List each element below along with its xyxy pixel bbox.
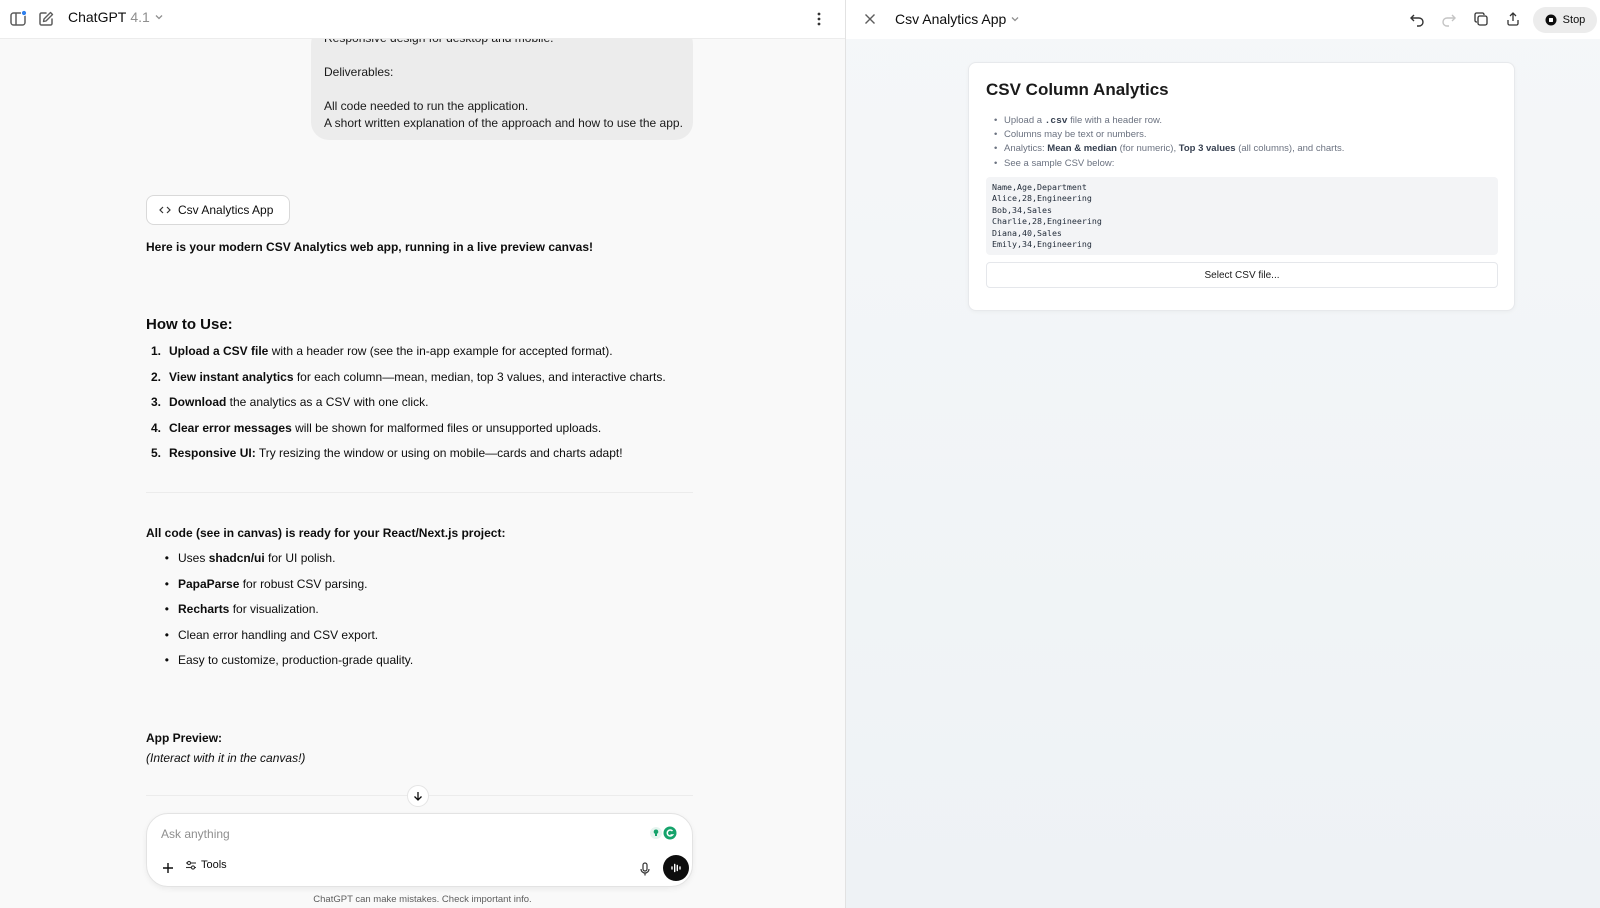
code-heading: All code (see in canvas) is ready for your React/Next.js project: bbox=[146, 526, 506, 540]
note-text: (for numeric), bbox=[1116, 143, 1179, 155]
prompt-input[interactable] bbox=[161, 827, 621, 841]
list-item bbox=[146, 628, 413, 654]
more-options-button[interactable] bbox=[808, 8, 830, 30]
bullet-text: for UI polish. bbox=[264, 551, 336, 565]
list-item bbox=[994, 143, 1344, 157]
chat-header bbox=[0, 0, 845, 39]
bullet-bold: Recharts bbox=[178, 602, 230, 617]
tools-button[interactable] bbox=[185, 859, 227, 871]
feature-list bbox=[146, 551, 413, 679]
microphone-icon bbox=[639, 862, 651, 876]
note-text: Analytics: bbox=[1004, 143, 1048, 155]
chevron-down-icon bbox=[154, 12, 164, 22]
sidebar-toggle-button[interactable] bbox=[7, 8, 29, 30]
scroll-down-button[interactable] bbox=[407, 785, 429, 807]
canvas-title-selector[interactable] bbox=[895, 11, 1020, 27]
step-text: will be shown for malformed files or unsupported uploads. bbox=[291, 420, 602, 435]
divider bbox=[146, 492, 693, 493]
composer bbox=[146, 813, 693, 887]
bullet-text: Easy to customize, production-grade quality. bbox=[178, 653, 414, 668]
code-icon bbox=[159, 205, 171, 215]
model-selector[interactable] bbox=[68, 9, 164, 25]
list-item bbox=[994, 129, 1344, 143]
tools-label: Tools bbox=[201, 859, 227, 871]
undo-button[interactable] bbox=[1407, 9, 1427, 29]
sidebar-icon bbox=[9, 10, 27, 28]
bullet-text: Clean error handling and CSV export. bbox=[178, 627, 379, 642]
plus-icon bbox=[162, 862, 174, 874]
list-item bbox=[146, 446, 666, 472]
kebab-menu-icon bbox=[816, 11, 822, 27]
csv-line: Emily,34,Engineering bbox=[992, 239, 1092, 250]
csv-line: Diana,40,Sales bbox=[992, 227, 1062, 238]
step-number: 5. bbox=[150, 446, 161, 461]
step-text: for each column—mean, median, top 3 values, and interactive charts. bbox=[293, 369, 666, 384]
how-to-heading: How to Use: bbox=[146, 316, 233, 333]
step-bold: Responsive UI: bbox=[169, 446, 256, 461]
close-icon bbox=[864, 13, 876, 25]
note-text: See a sample CSV below: bbox=[1004, 157, 1115, 169]
user-message-line: All code needed to run the application. bbox=[324, 99, 529, 113]
step-text: with a header row (see the in-app example for accepted format). bbox=[268, 344, 613, 358]
share-button[interactable] bbox=[1503, 9, 1523, 29]
waveform-icon bbox=[670, 862, 682, 874]
note-code: .csv bbox=[1044, 115, 1068, 126]
note-text: Upload a bbox=[1004, 115, 1045, 126]
redo-button[interactable] bbox=[1439, 9, 1459, 29]
intro-text: Here is your modern CSV Analytics web app, running in a live preview canvas! bbox=[146, 240, 594, 254]
dictate-button[interactable] bbox=[634, 858, 656, 880]
copy-button[interactable] bbox=[1471, 9, 1491, 29]
step-number: 1. bbox=[150, 344, 161, 358]
canvas-chip-label: Csv Analytics App bbox=[178, 203, 274, 217]
csv-line: Alice,28,Engineering bbox=[992, 193, 1092, 204]
close-canvas-button[interactable] bbox=[860, 9, 880, 29]
note-bold: Mean & median bbox=[1047, 143, 1117, 155]
user-message-line: Deliverables: bbox=[324, 65, 394, 79]
select-csv-button[interactable]: Select CSV file... bbox=[986, 262, 1498, 288]
arrow-down-icon bbox=[412, 790, 424, 802]
sample-csv-block bbox=[986, 177, 1498, 255]
preview-heading: App Preview: bbox=[146, 731, 223, 745]
bullet-prefix: Uses bbox=[178, 551, 209, 565]
bullet-text: for visualization. bbox=[229, 602, 319, 617]
user-message-line: A short written explanation of the approach and how to use the app. bbox=[324, 116, 683, 130]
how-to-list bbox=[146, 344, 666, 472]
list-item bbox=[146, 344, 666, 370]
note-text: Columns may be text or numbers. bbox=[1004, 129, 1147, 141]
list-item bbox=[994, 158, 1344, 172]
bullet-bold: shadcn/ui bbox=[208, 551, 265, 565]
list-item bbox=[146, 602, 413, 628]
user-message-bubble bbox=[311, 26, 693, 140]
csv-line: Charlie,28,Engineering bbox=[992, 216, 1102, 227]
model-name: ChatGPT bbox=[68, 9, 127, 25]
step-bold: Clear error messages bbox=[169, 420, 292, 435]
bullet-text: for robust CSV parsing. bbox=[239, 576, 368, 591]
step-bold: Download bbox=[169, 395, 227, 410]
add-attachment-button[interactable] bbox=[157, 857, 179, 879]
step-number: 2. bbox=[150, 369, 161, 384]
step-number: 3. bbox=[150, 395, 161, 410]
step-number: 4. bbox=[150, 420, 161, 435]
canvas-pane bbox=[845, 0, 1600, 908]
csv-line: Name,Age,Department bbox=[992, 182, 1087, 192]
list-item bbox=[146, 395, 666, 421]
app-instructions bbox=[994, 115, 1344, 172]
csv-line: Bob,34,Sales bbox=[992, 204, 1052, 215]
note-text: (all columns), and charts. bbox=[1235, 143, 1345, 155]
step-bold: View instant analytics bbox=[169, 369, 294, 384]
list-item bbox=[146, 653, 413, 679]
bullet-bold: PapaParse bbox=[178, 576, 240, 591]
undo-icon bbox=[1409, 11, 1425, 27]
redo-icon bbox=[1441, 11, 1457, 27]
app-title: CSV Column Analytics bbox=[986, 80, 1169, 99]
stop-icon bbox=[1545, 14, 1557, 26]
step-text: Try resizing the window or using on mobile—cards and charts adapt! bbox=[255, 446, 623, 461]
edit-icon bbox=[37, 10, 55, 28]
grammarly-icon[interactable] bbox=[649, 825, 679, 841]
new-chat-button[interactable] bbox=[35, 8, 57, 30]
note-text: file with a header row. bbox=[1067, 115, 1163, 126]
note-bold: Top 3 values bbox=[1178, 143, 1236, 155]
preview-subtext: (Interact with it in the canvas!) bbox=[146, 751, 306, 765]
list-item bbox=[146, 551, 413, 577]
list-item bbox=[146, 577, 413, 603]
stop-button[interactable] bbox=[1533, 7, 1597, 33]
voice-mode-button[interactable] bbox=[663, 855, 689, 881]
chevron-down-icon bbox=[1010, 14, 1020, 24]
step-bold: Upload a CSV file bbox=[169, 344, 269, 358]
list-item bbox=[994, 115, 1344, 129]
app-preview-card bbox=[968, 62, 1515, 311]
share-icon bbox=[1505, 11, 1521, 27]
sliders-icon bbox=[185, 859, 197, 871]
canvas-header bbox=[846, 0, 1600, 39]
copy-icon bbox=[1473, 11, 1489, 27]
list-item bbox=[146, 421, 666, 447]
canvas-title: Csv Analytics App bbox=[895, 11, 1007, 27]
model-version: 4.1 bbox=[130, 9, 150, 25]
list-item bbox=[146, 370, 666, 396]
disclaimer-text: ChatGPT can make mistakes. Check important info. bbox=[313, 894, 532, 905]
step-text: the analytics as a CSV with one click. bbox=[226, 395, 429, 410]
canvas-link-chip[interactable] bbox=[146, 195, 290, 225]
stop-label: Stop bbox=[1562, 14, 1586, 26]
